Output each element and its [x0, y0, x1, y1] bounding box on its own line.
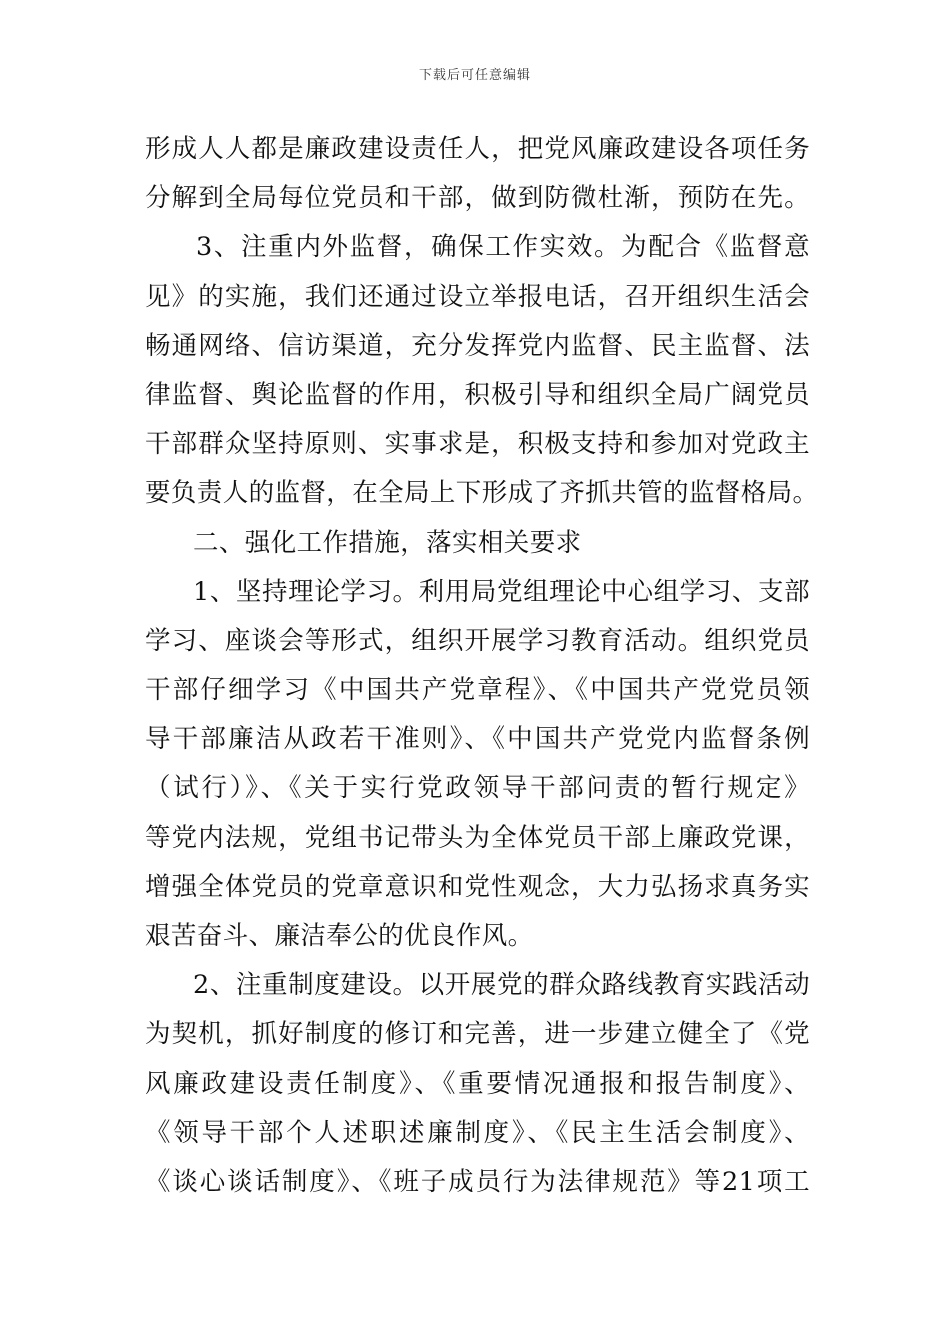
text-line-21: 《领导干部个人述职述廉制度》、《民主生活会制度》、 [145, 1117, 810, 1148]
document-body [145, 125, 819, 1207]
text-line-20: 风廉政建设责任制度》、《重要情况通报和报告制度》、 [145, 1068, 810, 1099]
text-line-1: 形成人人都是廉政建设责任人，把党风廉政建设各项任务 [145, 134, 810, 164]
text-line-17: 艰苦奋斗、廉洁奉公的优良作风。 [145, 921, 534, 951]
text-line-12: 干部仔细学习《中国共产党章程》、《中国共产党党员领 [145, 675, 810, 706]
section-heading: 二、强化工作措施，落实相关要求 [193, 527, 582, 558]
text-line-14: （试行）》、《关于实行党政领导干部问责的暂行规定》 [145, 773, 810, 804]
text-line-18: 2、注重制度建设。以开展党的群众路线教育实践活动 [193, 970, 810, 1001]
text-line-10: 1、坚持理论学习。利用局党组理论中心组学习、支部 [193, 576, 810, 607]
text-line-13: 导干部廉洁从政若干准则》、《中国共产党党内监督条例 [145, 724, 810, 755]
text-line-16: 增强全体党员的党章意识和党性观念，大力弘扬求真务实 [145, 871, 810, 902]
page-header: 下载后可任意编辑 [418, 68, 531, 83]
text-line-19: 为契机，抓好制度的修订和完善，进一步建立健全了《党 [145, 1019, 810, 1050]
text-line-15: 等党内法规，党组书记带头为全体党员干部上廉政党课， [145, 822, 810, 853]
text-line-4: 见》的实施，我们还通过设立举报电话，召开组织生活会 [145, 281, 810, 312]
text-line-11: 学习、座谈会等形式，组织开展学习教育活动。组织党员 [145, 625, 810, 656]
text-line-2: 分解到全局每位党员和干部，做到防微杜渐，预防在先。 [145, 183, 810, 214]
text-line-6: 律监督、舆论监督的作用，积极引导和组织全局广阔党员 [145, 379, 810, 410]
text-line-7: 干部群众坚持原则、实事求是，积极支持和参加对党政主 [145, 429, 810, 460]
text-line-8: 要负责人的监督，在全局上下形成了齐抓共管的监督格局。 [145, 478, 819, 509]
text-line-22: 《谈心谈话制度》、《班子成员行为法律规范》等21项工 [145, 1166, 810, 1197]
text-line-3: 3、注重内外监督，确保工作实效。为配合《监督意 [196, 232, 810, 263]
text-line-5: 畅通网络、信访渠道，充分发挥党内监督、民主监督、法 [145, 330, 810, 361]
